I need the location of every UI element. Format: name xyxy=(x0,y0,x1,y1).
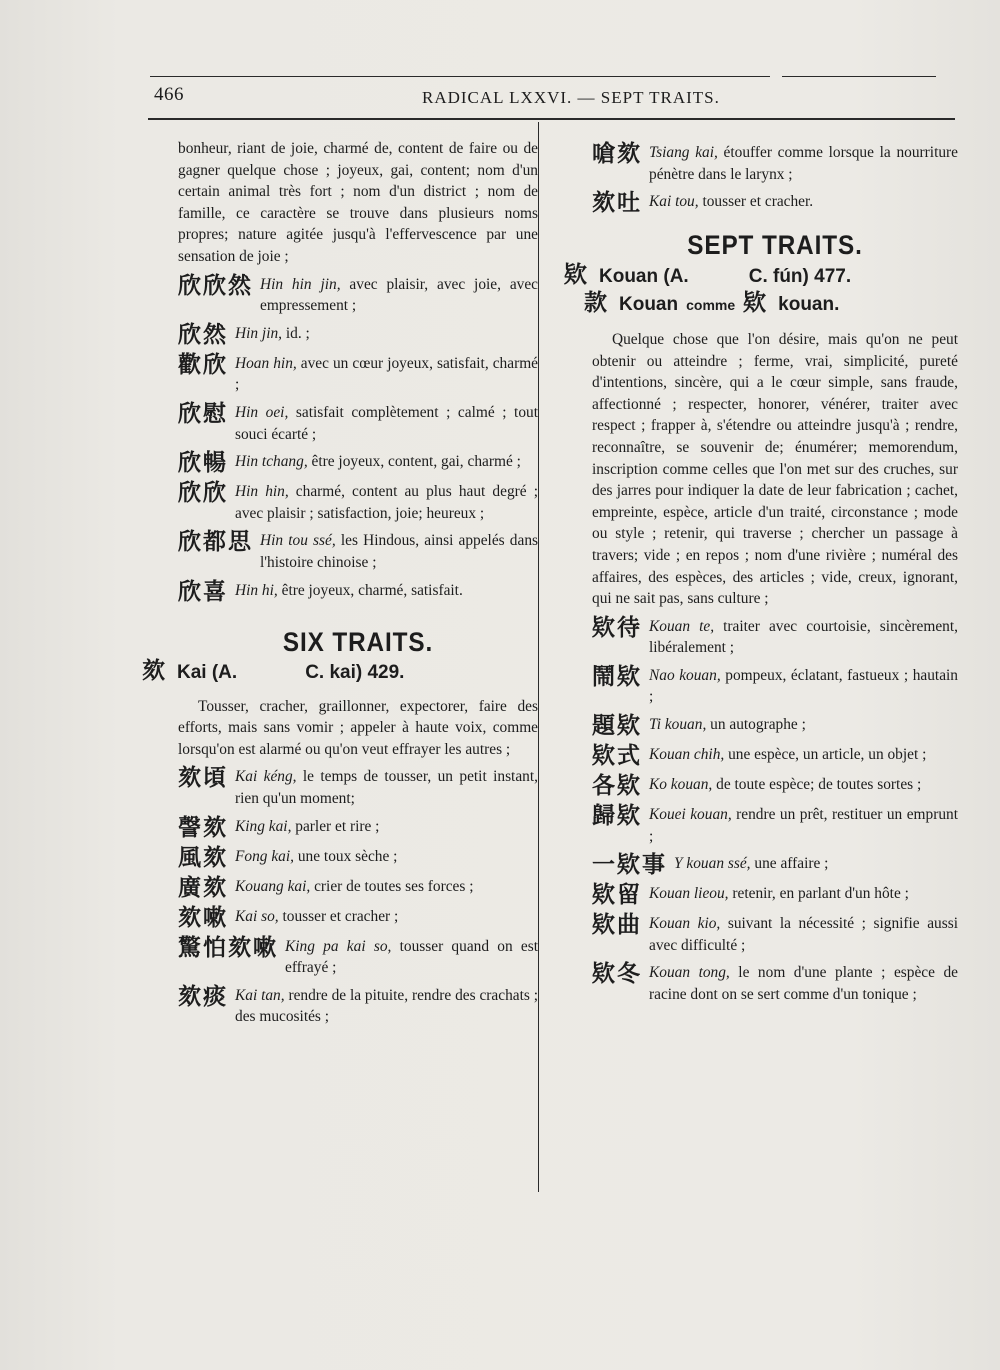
definition-text: être joyeux, charmé, satisfait. xyxy=(277,581,463,599)
romanization: Kai so, xyxy=(235,907,279,925)
definition-text: traiter avec courtoisie, sincèrement, libéralement ; xyxy=(649,617,958,657)
dictionary-entry xyxy=(592,191,958,215)
dictionary-entry xyxy=(592,804,958,847)
definition-text: charmé, content au plus haut degré ; avec plaisir ; satisfaction, joie; heureux ; xyxy=(235,483,538,522)
definition-text: rendre un prêt, restituer un emprunt ; xyxy=(649,806,958,845)
section-entry-list xyxy=(592,616,958,1006)
entry-definition xyxy=(649,804,958,847)
dictionary-entry xyxy=(592,774,958,798)
top-rule-right xyxy=(782,76,936,77)
key-romanization: Kai (A. xyxy=(177,662,238,684)
romanization: Kouang kai, xyxy=(235,877,311,895)
entry-definition xyxy=(235,876,538,898)
dictionary-entry xyxy=(178,580,538,604)
romanization: Kouan chih, xyxy=(649,746,725,764)
entry-definition xyxy=(649,883,958,905)
definition-text: id. ; xyxy=(282,324,310,342)
chinese-characters: 謦欬 xyxy=(178,814,228,841)
chinese-characters: 欣都思 xyxy=(178,529,253,556)
romanization: Hin jin, xyxy=(235,324,283,342)
dictionary-entry xyxy=(178,353,538,396)
entry-definition xyxy=(235,323,538,345)
definition-text: satisfait complètement ; calmé ; tout souci écarté ; xyxy=(235,403,538,443)
dictionary-entry xyxy=(178,481,538,524)
section-heading-sept-traits: SEPT TRAITS. xyxy=(687,230,863,261)
definition-text: rendre de la pituite, rendre des crachats ; des mucosités ; xyxy=(235,986,539,1026)
entry-definition xyxy=(649,962,958,1005)
romanization: Ko kouan, xyxy=(649,776,713,794)
chinese-characters: 欣喜 xyxy=(178,578,228,605)
chinese-characters: 欬痰 xyxy=(178,983,228,1010)
romanization: Hin oei, xyxy=(235,403,289,421)
dictionary-entry xyxy=(592,142,958,185)
header-rule xyxy=(148,118,955,120)
dictionary-entry xyxy=(592,853,958,877)
right-column xyxy=(564,141,959,1012)
romanization: King kai, xyxy=(235,817,292,835)
dictionary-entry xyxy=(178,906,538,930)
running-title: RADICAL LXXVI. — SEPT TRAITS. xyxy=(422,88,720,107)
chinese-characters: 欬嗽 xyxy=(178,904,228,931)
chinese-characters: 各欵 xyxy=(592,773,642,800)
dictionary-entry xyxy=(592,665,958,708)
dictionary-entry xyxy=(592,744,958,768)
chinese-characters: 欣暢 xyxy=(178,450,228,477)
dictionary-entry xyxy=(592,714,958,738)
romanization: Y kouan ssé, xyxy=(674,855,751,873)
entry-definition xyxy=(649,665,958,708)
key-reference: C. fún) 477. xyxy=(748,265,852,287)
dictionary-entry xyxy=(178,846,538,870)
chinese-characters: 欣欣然 xyxy=(178,272,253,299)
page-number: 466 xyxy=(154,84,184,105)
dictionary-entry xyxy=(178,876,538,900)
chinese-characters: 欣然 xyxy=(178,321,228,348)
definition-text: de toute espèce; de toutes sortes ; xyxy=(712,776,922,794)
romanization: Kouan te, xyxy=(649,617,715,635)
top-rule-left xyxy=(150,76,770,77)
romanization: Hin hi, xyxy=(235,581,278,599)
variant-romanization-2: kouan. xyxy=(778,294,840,316)
romanization: Kai kéng, xyxy=(235,768,297,786)
definition-text: une espèce, un article, un objet ; xyxy=(724,746,927,764)
definition-text: pompeux, éclatant, fastueux ; hautain ; xyxy=(649,666,959,706)
entry-definition xyxy=(649,774,958,796)
chinese-characters: 欬吐 xyxy=(592,190,642,217)
entry-definition xyxy=(649,142,958,185)
entry-definition xyxy=(235,481,538,524)
chinese-characters: 題欵 xyxy=(592,713,642,740)
chinese-characters: 欬頃 xyxy=(178,765,228,792)
dictionary-entry xyxy=(592,913,958,956)
definition-text: les Hindous, ainsi appelés dans l'histoire chinoise ; xyxy=(260,532,538,571)
intro-paragraph: bonheur, riant de joie, charmé de, content de faire ou de gagner quelque chose ; joyeux, gai, content; nom d'un certain animal très fort ; nom d'un district ; nom de famille, ce caractère se trouve dans plusieurs noms propres; nature agitée jusqu'à l'effervescence par une sensation de joie ; xyxy=(178,140,538,265)
dictionary-entry xyxy=(178,323,538,347)
chinese-characters: 欣欣 xyxy=(178,480,228,507)
entry-definition xyxy=(235,816,538,838)
definition-text: retenir, en parlant d'un hôte ; xyxy=(728,885,909,903)
romanization: Hin tchang, xyxy=(235,453,308,471)
definition-text: une affaire ; xyxy=(750,855,829,873)
romanization: Hin hin, xyxy=(235,483,289,501)
chinese-characters: 鬧欵 xyxy=(592,663,642,690)
variant-character-2: 欵 xyxy=(743,290,769,317)
definition-text: avec plaisir, avec joie, avec empressement ; xyxy=(260,275,539,315)
romanization: Kai tou, xyxy=(649,193,699,211)
entry-definition xyxy=(649,744,958,766)
entry-definition xyxy=(649,616,958,659)
section-intro-paragraph: Quelque chose que l'on désire, mais qu'on ne peut obtenir ou atteindre ; ferme, vrai, simplicité, pureté d'intentions, sincère, qui a le cœur simple, sans fraude, affectionné ; respecter, honorer, vénérer, traiter avec respect ; frapper à, s'étendre ou atteindre jusqu'à ; rendre, reconnaître, se souvenir de; énumérer; memorendum, inscription comme celles que l'on met sur des cruches, sur des jarres pour indiquer la date de leur fabrication ; cachet, empreinte, espèce, article d'un traité, circonstance ; mode ou style ; retenir, qui traverse ; chercher un passage à travers; vide ; en repos ; nom d'une rivière ; numéral des affaires, des espèces, des articles ; vide, creux, ignorant, qui ne sait pas, sans culture ; xyxy=(592,330,958,608)
romanization: Kouei kouan, xyxy=(649,806,732,824)
chinese-characters: 驚怕欬嗽 xyxy=(178,934,278,961)
romanization: Nao kouan, xyxy=(649,666,721,684)
key-character: 欵 xyxy=(564,261,589,288)
radical-key-line xyxy=(142,659,538,684)
dictionary-entry xyxy=(178,530,538,573)
entry-definition xyxy=(649,714,958,736)
dictionary-entry xyxy=(178,402,538,445)
section-intro-paragraph: Tousser, cracher, graillonner, expectorer, faire des efforts, mais sans vomir ; appeler à haute voix, comme lorsqu'on est alarmé ou qu'on veut effrayer les autres ; xyxy=(178,697,538,758)
entry-definition xyxy=(235,906,538,928)
entry-definition xyxy=(649,191,958,213)
definition-text: une toux sèche ; xyxy=(294,847,398,865)
entry-definition xyxy=(235,451,538,473)
chinese-characters: 欵曲 xyxy=(592,912,642,939)
romanization: Tsiang kai, xyxy=(649,144,718,161)
romanization: King pa kai so, xyxy=(285,937,392,955)
variant-character: 款 xyxy=(584,290,609,317)
chinese-characters: 廣欬 xyxy=(178,874,228,901)
dictionary-entry xyxy=(592,616,958,659)
definition-text: parler et rire ; xyxy=(291,817,380,835)
continued-entry-list xyxy=(592,142,958,215)
romanization: Kouan lieou, xyxy=(649,885,729,903)
dictionary-entry xyxy=(592,883,958,907)
chinese-characters: 歸欵 xyxy=(592,803,642,830)
entry-definition xyxy=(235,353,538,396)
section-heading-six-traits: SIX TRAITS. xyxy=(282,626,434,657)
left-column xyxy=(142,138,539,1034)
dictionary-entry xyxy=(178,451,538,475)
entry-definition xyxy=(235,766,538,809)
dictionary-entry xyxy=(178,274,538,317)
definition-text: tousser et cracher ; xyxy=(278,907,399,925)
entry-list xyxy=(178,274,538,604)
chinese-characters: 欵式 xyxy=(592,743,642,770)
definition-text: étouffer comme lorsque la nourriture pénètre dans le larynx ; xyxy=(649,144,958,183)
entry-definition xyxy=(285,936,538,979)
definition-text: tousser quand on est effrayé ; xyxy=(285,937,538,977)
romanization: Hin hin jin, xyxy=(260,275,341,293)
definition-text: être joyeux, content, gai, charmé ; xyxy=(307,453,521,471)
entry-definition xyxy=(649,913,958,956)
chinese-characters: 歡欣 xyxy=(178,351,228,378)
variant-comme: comme xyxy=(686,297,736,314)
romanization: Kouan tong, xyxy=(649,964,730,982)
romanization: Fong kai, xyxy=(235,847,294,865)
dictionary-entry xyxy=(592,962,958,1005)
entry-definition xyxy=(674,853,958,875)
key-character: 欬 xyxy=(142,658,167,685)
entry-definition xyxy=(235,402,538,445)
column-divider xyxy=(538,122,539,1192)
dictionary-entry xyxy=(178,985,538,1028)
romanization: Ti kouan, xyxy=(649,716,707,734)
key-romanization: Kouan (A. xyxy=(599,265,689,287)
definition-text: crier de toutes ses forces ; xyxy=(310,877,474,895)
definition-text: avec un cœur joyeux, satisfait, charmé ; xyxy=(235,354,538,394)
definition-text: suivant la nécessité ; signifie aussi avec difficulté ; xyxy=(649,915,958,954)
radical-key-line xyxy=(564,263,958,288)
chinese-characters: 風欬 xyxy=(178,844,228,871)
definition-text: le nom d'une plante ; espèce de racine dont on se sert comme d'un tonique ; xyxy=(649,964,958,1004)
chinese-characters: 嗆欬 xyxy=(592,141,642,167)
romanization: Kai tan, xyxy=(235,986,285,1004)
definition-text: tousser et cracher. xyxy=(698,193,814,211)
dictionary-entry xyxy=(178,936,538,979)
section-entry-list xyxy=(178,766,538,1028)
dictionary-entry xyxy=(178,766,538,809)
chinese-characters: 欵留 xyxy=(592,882,642,909)
variant-key-line xyxy=(584,291,958,317)
chinese-characters: 欵待 xyxy=(592,614,642,641)
chinese-characters: 一欵事 xyxy=(592,852,667,879)
entry-definition xyxy=(235,985,538,1028)
romanization: Hoan hin, xyxy=(235,354,297,372)
definition-text: le temps de tousser, un petit instant, rien qu'un moment; xyxy=(235,768,538,808)
chinese-characters: 欵冬 xyxy=(592,961,642,988)
entry-definition xyxy=(260,530,538,573)
definition-text: un autographe ; xyxy=(706,716,806,734)
dictionary-entry xyxy=(178,816,538,840)
romanization: Kouan kio, xyxy=(649,915,721,933)
variant-romanization: Kouan xyxy=(619,294,679,316)
entry-definition xyxy=(235,580,538,602)
entry-definition xyxy=(235,846,538,868)
key-reference: C. kai) 429. xyxy=(305,662,405,684)
romanization: Hin tou ssé, xyxy=(260,532,336,550)
entry-definition xyxy=(260,274,538,317)
chinese-characters: 欣慰 xyxy=(178,400,228,427)
